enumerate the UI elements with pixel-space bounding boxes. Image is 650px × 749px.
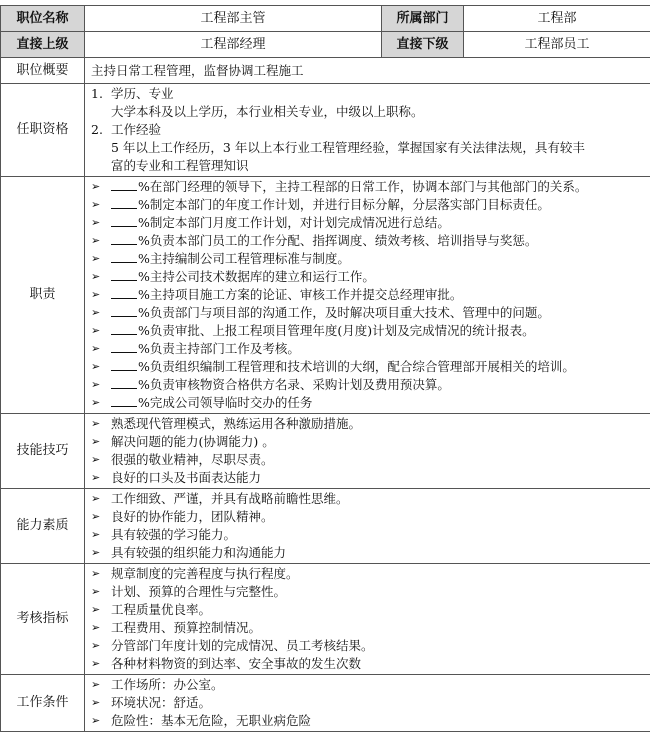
fill-in-blank: [111, 196, 137, 209]
bullet-arrow-icon: ➢: [91, 306, 101, 319]
condition-item: [91, 676, 644, 694]
qualification-text: 大学本科及以上学历，本行业相关专业，中级以上职称。: [111, 104, 424, 119]
qualifications-content: [85, 84, 650, 177]
duty-text: %负责部门与项目部的沟通工作，及时解决项目重大技术、管理中的问题。: [138, 305, 550, 320]
bullet-arrow-icon: ➢: [91, 453, 101, 466]
duty-text: %在部门经理的领导下，主持工程部的日常工作，协调本部门与其他部门的关系。: [138, 179, 588, 194]
kpi-item: [91, 565, 644, 583]
bullet-arrow-icon: ➢: [91, 603, 101, 616]
condition-item: [91, 694, 644, 712]
skill-item: [91, 451, 644, 469]
duty-item: [91, 394, 644, 412]
bullet-arrow-icon: ➢: [91, 657, 101, 670]
qualification-title: 学历、专业: [111, 86, 174, 101]
bullet-arrow-icon: ➢: [91, 378, 101, 391]
duty-text: %负责审核物资合格供方名录、采购计划及费用预决算。: [138, 377, 450, 392]
abilities-label: 能力素质: [1, 489, 85, 564]
duty-text: %制定本部门的年度工作计划，并进行目标分解，分层落实部门目标责任。: [138, 197, 550, 212]
kpi-text: 工程费用、预算控制情况。: [111, 620, 262, 635]
ability-item: [91, 526, 644, 544]
kpi-text: 工程质量优良率。: [111, 602, 212, 617]
qualification-item: [91, 121, 644, 139]
duty-text: %主持编制公司工程管理标准与制度。: [138, 251, 350, 266]
condition-text: 危险性：基本无危险，无职业病危险: [111, 713, 312, 728]
abilities-row: [1, 489, 650, 564]
duties-row: [1, 177, 650, 414]
overview-label: 职位概要: [1, 58, 85, 84]
bullet-arrow-icon: ➢: [91, 198, 101, 211]
ability-text: 具有较强的组织能力和沟通能力: [111, 545, 287, 560]
duty-item: [91, 232, 644, 250]
bullet-arrow-icon: ➢: [91, 492, 101, 505]
department-label: 所属部门: [382, 6, 464, 32]
duties-label: 职责: [1, 177, 85, 414]
header-row-2: [1, 32, 650, 58]
fill-in-blank: [111, 304, 137, 317]
bullet-arrow-icon: ➢: [91, 396, 101, 409]
qualification-number: 2.: [91, 122, 103, 137]
skill-text: 解决问题的能力(协调能力) 。: [111, 434, 275, 449]
fill-in-blank: [111, 322, 137, 335]
kpi-item: [91, 637, 644, 655]
conditions-row: [1, 675, 650, 732]
fill-in-blank: [111, 376, 137, 389]
condition-text: 环境状况：舒适。: [111, 695, 212, 710]
kpi-label: 考核指标: [1, 564, 85, 675]
skills-row: [1, 414, 650, 489]
ability-item: [91, 490, 644, 508]
bullet-arrow-icon: ➢: [91, 714, 101, 727]
fill-in-blank: [111, 250, 137, 263]
bullet-arrow-icon: ➢: [91, 234, 101, 247]
subordinate-value: 工程部员工: [464, 32, 650, 58]
duty-item: [91, 178, 644, 196]
bullet-arrow-icon: ➢: [91, 288, 101, 301]
conditions-label: 工作条件: [1, 675, 85, 732]
job-description-table: [0, 5, 650, 732]
bullet-arrow-icon: ➢: [91, 324, 101, 337]
bullet-arrow-icon: ➢: [91, 678, 101, 691]
position-name-label: 职位名称: [1, 6, 85, 32]
duty-item: [91, 304, 644, 322]
skill-text: 很强的敬业精神，尽职尽责。: [111, 452, 274, 467]
fill-in-blank: [111, 394, 137, 407]
superior-label: 直接上级: [1, 32, 85, 58]
duty-item: [91, 250, 644, 268]
fill-in-blank: [111, 214, 137, 227]
bullet-arrow-icon: ➢: [91, 252, 101, 265]
qualifications-label: 任职资格: [1, 84, 85, 177]
bullet-arrow-icon: ➢: [91, 585, 101, 598]
duty-text: %负责主持部门工作及考核。: [138, 341, 300, 356]
duty-text: %负责审批、上报工程项目管理年度(月度)计划及完成情况的统计报表。: [138, 323, 535, 338]
fill-in-blank: [111, 232, 137, 245]
superior-value: 工程部经理: [85, 32, 382, 58]
duty-item: [91, 376, 644, 394]
bullet-arrow-icon: ➢: [91, 639, 101, 652]
duty-text: %负责本部门员工的工作分配、指挥调度、绩效考核、培训指导与奖惩。: [138, 233, 538, 248]
duty-item: [91, 268, 644, 286]
skills-content: [85, 414, 650, 489]
qualification-title: 工作经验: [111, 122, 162, 137]
qualification-text-line-1: 5 年以上工作经历，3 年以上本行业工程管理经验，掌握国家有关法律法规，具有较丰: [111, 140, 585, 155]
fill-in-blank: [111, 358, 137, 371]
kpi-text: 各种材料物资的到达率、安全事故的发生次数: [111, 656, 362, 671]
bullet-arrow-icon: ➢: [91, 471, 101, 484]
duty-item: [91, 286, 644, 304]
bullet-arrow-icon: ➢: [91, 435, 101, 448]
ability-text: 良好的协作能力，团队精神。: [111, 509, 274, 524]
duty-item: [91, 214, 644, 232]
qualification-number: 1.: [91, 86, 103, 101]
bullet-arrow-icon: ➢: [91, 528, 101, 541]
skill-item: [91, 469, 644, 487]
subordinate-label: 直接下级: [382, 32, 464, 58]
bullet-arrow-icon: ➢: [91, 621, 101, 634]
conditions-content: [85, 675, 650, 732]
overview-text: 主持日常工程管理，监督协调工程施工: [85, 58, 650, 84]
qualification-text-line-2: 富的专业和工程管理知识: [111, 158, 249, 173]
bullet-arrow-icon: ➢: [91, 360, 101, 373]
kpi-text: 规章制度的完善程度与执行程度。: [111, 566, 299, 581]
duty-text: %主持项目施工方案的论证、审核工作并提交总经理审批。: [138, 287, 463, 302]
department-value: 工程部: [464, 6, 650, 32]
overview-row: [1, 58, 650, 84]
position-name-value: 工程部主管: [85, 6, 382, 32]
bullet-arrow-icon: ➢: [91, 546, 101, 559]
bullet-arrow-icon: ➢: [91, 567, 101, 580]
kpi-item: [91, 655, 644, 673]
bullet-arrow-icon: ➢: [91, 180, 101, 193]
ability-text: 具有较强的学习能力。: [111, 527, 237, 542]
kpi-item: [91, 601, 644, 619]
condition-item: [91, 712, 644, 730]
bullet-arrow-icon: ➢: [91, 270, 101, 283]
bullet-arrow-icon: ➢: [91, 216, 101, 229]
duty-text: %完成公司领导临时交办的任务: [138, 395, 313, 410]
duty-text: %制定本部门月度工作计划，对计划完成情况进行总结。: [138, 215, 450, 230]
kpi-row: [1, 564, 650, 675]
condition-text: 工作场所：办公室。: [111, 677, 224, 692]
kpi-item: [91, 619, 644, 637]
kpi-item: [91, 583, 644, 601]
fill-in-blank: [111, 178, 137, 191]
skill-item: [91, 415, 644, 433]
bullet-arrow-icon: ➢: [91, 510, 101, 523]
duty-item: [91, 196, 644, 214]
qualifications-row: [1, 84, 650, 177]
fill-in-blank: [111, 268, 137, 281]
bullet-arrow-icon: ➢: [91, 696, 101, 709]
fill-in-blank: [111, 286, 137, 299]
duty-text: %负责组织编制工程管理和技术培训的大纲，配合综合管理部开展相关的培训。: [138, 359, 575, 374]
kpi-text: 分管部门年度计划的完成情况、员工考核结果。: [111, 638, 374, 653]
abilities-content: [85, 489, 650, 564]
fill-in-blank: [111, 340, 137, 353]
header-row-1: [1, 6, 650, 32]
skill-text: 熟悉现代管理模式，熟练运用各种激励措施。: [111, 416, 362, 431]
ability-item: [91, 508, 644, 526]
bullet-arrow-icon: ➢: [91, 417, 101, 430]
qualification-item: [91, 85, 644, 103]
duty-text: %主持公司技术数据库的建立和运行工作。: [138, 269, 375, 284]
skills-label: 技能技巧: [1, 414, 85, 489]
duty-item: [91, 340, 644, 358]
kpi-content: [85, 564, 650, 675]
ability-text: 工作细致、严谨，并具有战略前瞻性思维。: [111, 491, 349, 506]
duty-item: [91, 322, 644, 340]
duties-content: [85, 177, 650, 414]
bullet-arrow-icon: ➢: [91, 342, 101, 355]
skill-item: [91, 433, 644, 451]
kpi-text: 计划、预算的合理性与完整性。: [111, 584, 287, 599]
ability-item: [91, 544, 644, 562]
duty-item: [91, 358, 644, 376]
skill-text: 良好的口头及书面表达能力: [111, 470, 262, 485]
